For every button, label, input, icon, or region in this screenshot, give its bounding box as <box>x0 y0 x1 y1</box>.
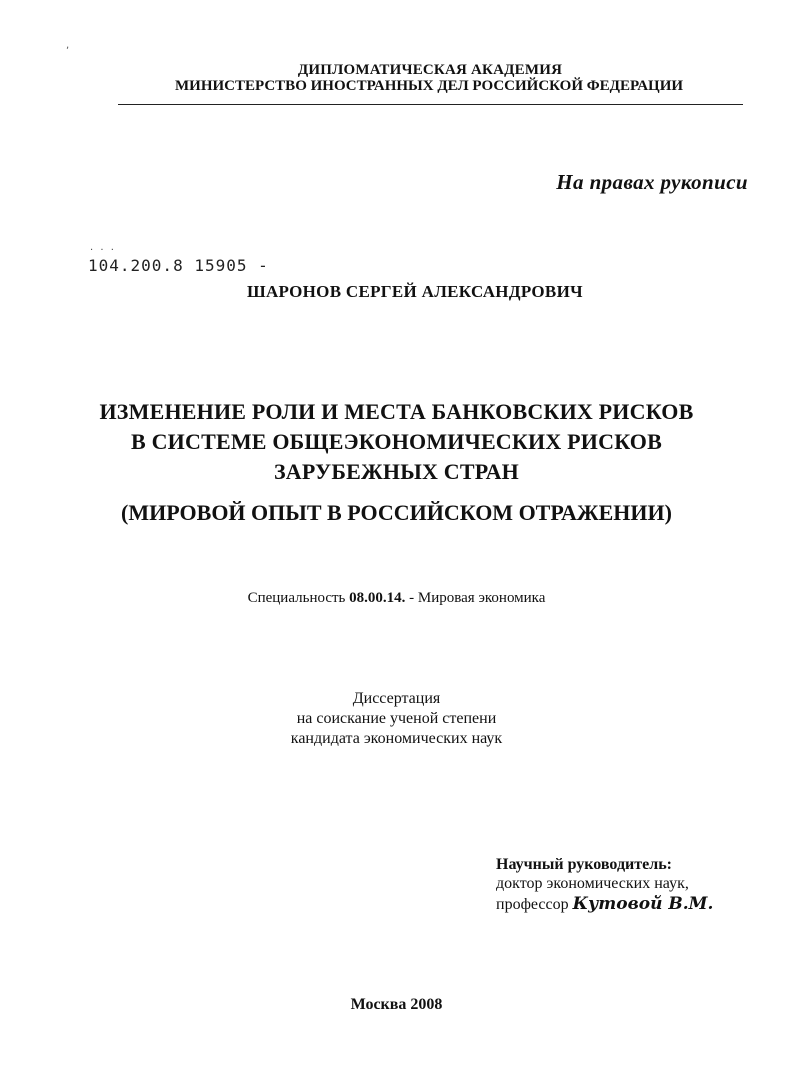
specialty-line <box>0 590 793 607</box>
ministry-name <box>175 78 793 95</box>
year: 2008 <box>410 996 443 1013</box>
ministry-name-text: МИНИСТЕРСТВО ИНОСТРАННЫХ ДЕЛ РОССИЙСКОЙ ФЕДЕРАЦИИ <box>175 78 684 94</box>
dissertation-degree: кандидата экономических наук <box>290 730 503 747</box>
specialty-code: 08.00.14. <box>349 590 406 606</box>
header-divider <box>118 104 743 105</box>
dissertation-label: Диссертация <box>352 690 441 707</box>
title-line-1: ИЗМЕНЕНИЕ РОЛИ И МЕСТА БАНКОВСКИХ РИСКОВ <box>99 399 694 424</box>
city: Москва <box>350 996 407 1013</box>
academy-name-text: ДИПЛОМАТИЧЕСКАЯ АКАДЕМИЯ <box>297 62 563 78</box>
supervisor-heading: Научный руководитель: <box>496 856 672 873</box>
title-line-2: В СИСТЕМЕ ОБЩЕЭКОНОМИЧЕСКИХ РИСКОВ <box>131 429 662 454</box>
title-line-3: ЗАРУБЕЖНЫХ СТРАН <box>274 459 519 484</box>
supervisor-name: Кутовой В.М. <box>572 894 714 914</box>
scan-mark: , <box>66 40 70 51</box>
specialty-name: - Мировая экономика <box>409 590 546 606</box>
academy-name <box>40 62 793 79</box>
stamp-marks: · · · <box>90 245 116 256</box>
city-year <box>0 996 793 1014</box>
library-stamp: 104.200.8 15905 - <box>88 256 269 275</box>
dissertation-purpose: на соискание ученой степени <box>296 710 497 727</box>
supervisor-degree: доктор экономических наук, <box>496 875 689 892</box>
supervisor-title-line <box>496 894 713 914</box>
specialty-prefix: Специальность <box>247 590 346 606</box>
author-name: ШАРОНОВ СЕРГЕЙ АЛЕКСАНДРОВИЧ <box>247 282 583 301</box>
supervisor-title: профессор <box>496 896 569 913</box>
manuscript-note: На правах рукописи <box>556 170 748 194</box>
title-subtitle: (МИРОВОЙ ОПЫТ В РОССИЙСКОМ ОТРАЖЕНИИ) <box>121 500 672 525</box>
